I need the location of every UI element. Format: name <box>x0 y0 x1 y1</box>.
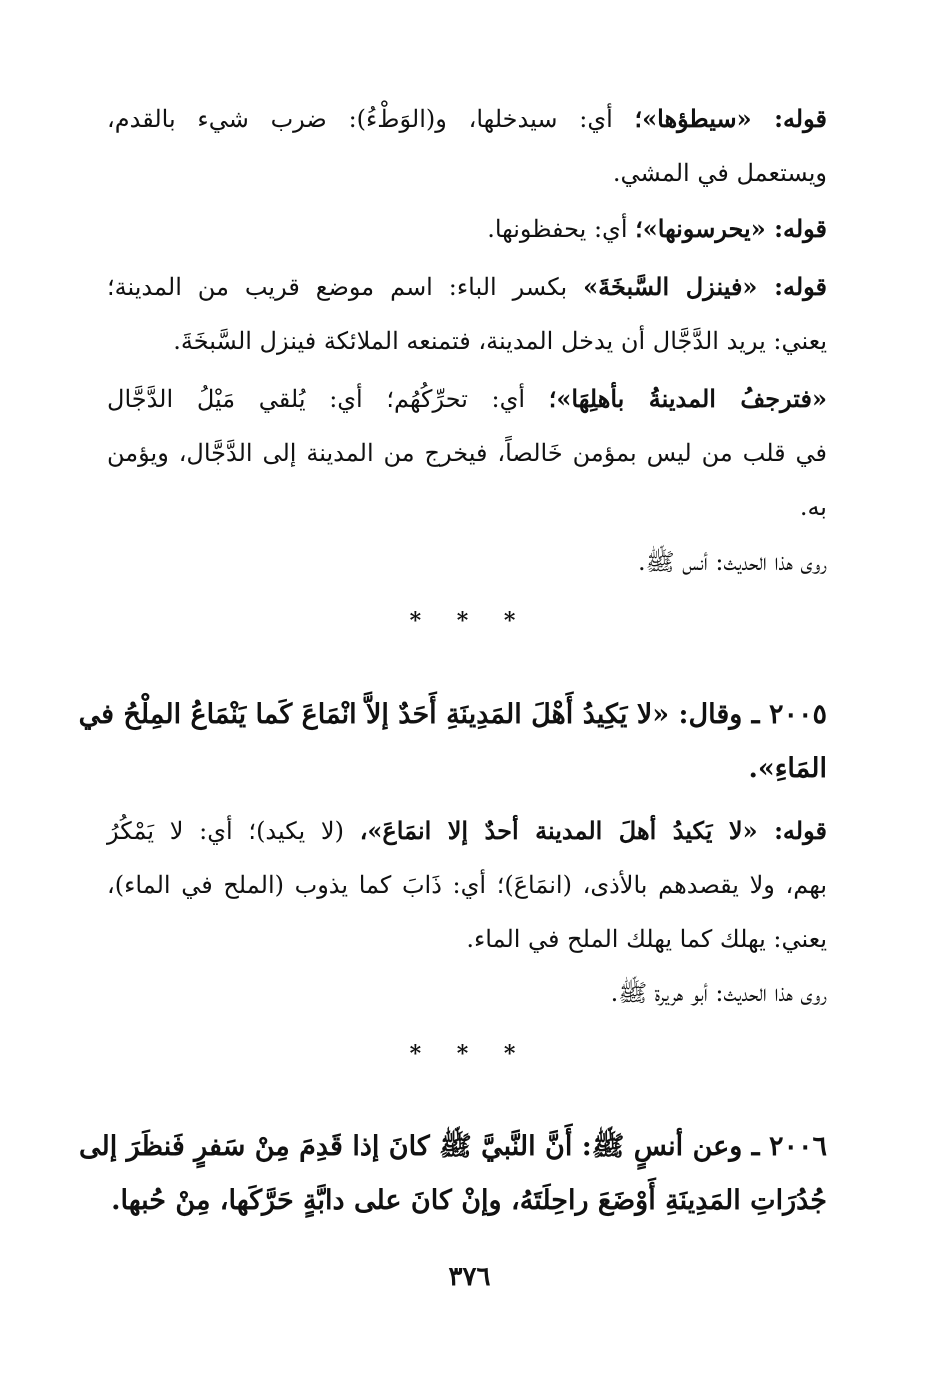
hadith-line: ٢٠٠٦ ـ وعن أنسٍ ﷺ: أَنَّ النَّبيَّ ﷺ كانَ إذا قَدِمَ مِنْ سَفرٍ فَنظَرَ إلى <box>79 1131 827 1162</box>
text-line: يعني: يريد الدَّجَّال أن يدخل المدينة، فتمنعه الملائكة فينزل السَّبخَةَ. <box>173 327 827 355</box>
narrator-note <box>107 966 827 1020</box>
text-line: بهم، ولا يقصدهم بالأذى، (انمَاعَ)؛ أي: ذَابَ كما يذوب (الملح في الماء)، <box>107 871 827 899</box>
text-line <box>107 202 827 256</box>
explanation: أي: تحرِّكُهُم؛ أي: يُلقي مَيْلُ الدَّجَّال <box>107 385 549 413</box>
paragraph-tarjufu <box>107 372 827 534</box>
paragraph-yahrusunaha <box>107 202 827 256</box>
explanation: أي: سيدخلها، و(الوَطْءُ): ضرب شيء بالقدم، <box>107 105 635 133</box>
keyword: قوله: «لا يَكيدُ أهلَ المدينة أحدٌ إلا انمَاعَ»، <box>359 816 827 845</box>
text-line <box>107 260 827 314</box>
page-number: ٣٧٦ <box>448 1262 491 1292</box>
text-line <box>107 372 827 426</box>
section-divider: * * * <box>409 1041 530 1067</box>
paragraph-sabkha <box>107 260 827 368</box>
hadith-line: جُدُرَاتِ المَدِينَةِ أَوْضَعَ راحِلَتَهُ، وإنْ كانَ على دابَّةٍ حَرَّكَها، مِنْ حُبها. <box>111 1185 827 1216</box>
paragraph-sayatuha <box>107 92 827 200</box>
hadith-line: المَاءِ». <box>748 753 827 784</box>
text-line: به. <box>799 493 827 521</box>
keyword: «فترجفُ المدينةُ بأهلِهَا»؛ <box>548 384 827 413</box>
text-line: يعني: يهلك كما يهلك الملح في الماء. <box>466 925 827 953</box>
narrator-note <box>107 535 827 589</box>
keyword: قوله: «سيطؤها»؛ <box>634 104 827 133</box>
section-divider: * * * <box>409 608 530 634</box>
hadith-line: ٢٠٠٥ ـ وقال: «لا يَكِيدُ أَهْلَ المَدِينَةِ أَحَدٌ إلاَّ انْمَاعَ كَما يَنْمَاعُ المِلْحُ في <box>78 699 827 730</box>
hadith-2005 <box>78 688 827 796</box>
text-line: ويستعمل في المشي. <box>612 159 827 187</box>
text-line: في قلب من ليس بمؤمن خَالصاً، فيخرج من المدينة إلى الدَّجَّال، ويؤمن <box>107 439 827 467</box>
text-line <box>107 92 827 146</box>
hadith-2006 <box>79 1120 827 1228</box>
keyword: قوله: «يحرسونها»؛ <box>635 214 827 243</box>
text-line <box>107 804 827 858</box>
keyword: قوله: «فينزل السَّبخَةَ» <box>583 272 827 301</box>
text-line: روى هذا الحديث: أبو هريرة ﷺ. <box>610 979 827 1007</box>
explanation: (لا يكيد)؛ أي: لا يَمْكُرُ <box>107 817 360 845</box>
explanation: بكسر الباء: اسم موضع قريب من المدينة؛ <box>107 273 584 301</box>
explanation: أي: يحفظونها. <box>487 215 636 243</box>
paragraph-la-yakidu <box>107 804 827 966</box>
text-line: روى هذا الحديث: أنس ﷺ. <box>638 548 827 576</box>
